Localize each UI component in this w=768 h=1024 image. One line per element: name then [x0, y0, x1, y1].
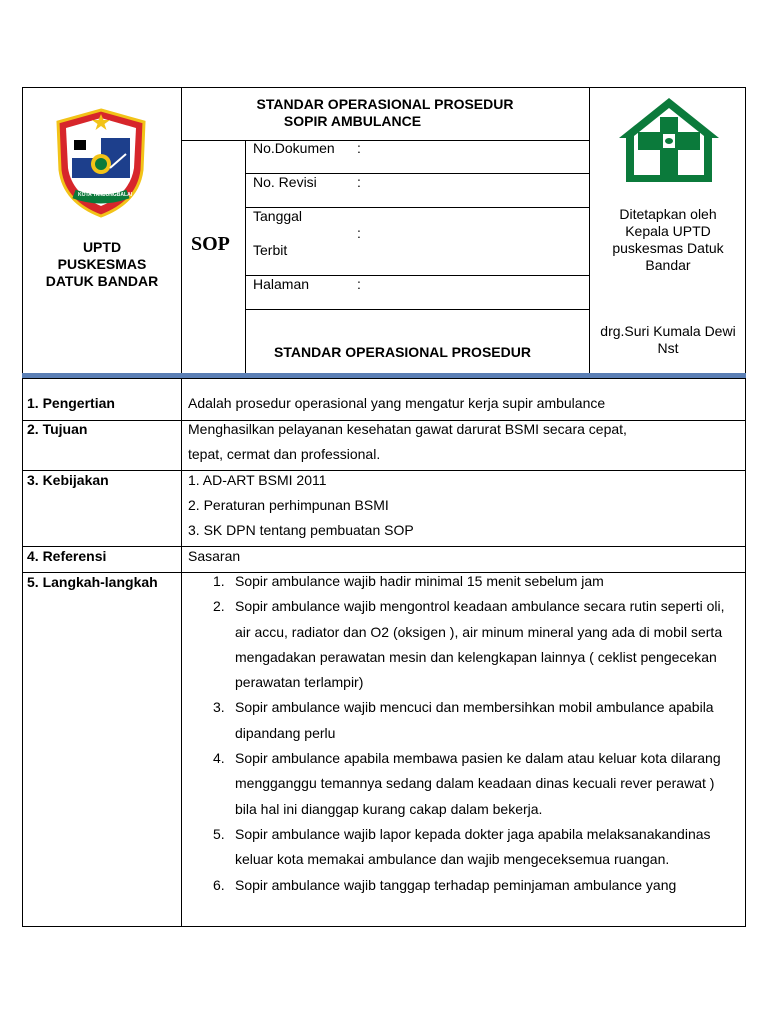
label-tujuan: 2. Tujuan: [27, 421, 88, 437]
kebijakan-line-1: 1. AD-ART BSMI 2011: [188, 472, 327, 488]
field-halaman: Halaman: [253, 276, 310, 292]
colon-tanggal-terbit: :: [357, 225, 361, 241]
ditetapkan-text: Ditetapkan oleh Kepala UPTD puskesmas Datuk Bandar: [612, 206, 724, 273]
header-bottom-line: [22, 378, 746, 379]
colon-no-dokumen: :: [357, 140, 361, 156]
content-border-left: [22, 379, 23, 927]
list-item: 1. Sopir ambulance wajib hadir minimal 15 menit sebelum jam: [213, 573, 604, 589]
content-row-3: [22, 546, 746, 547]
header-divider-sop: [245, 140, 246, 377]
colon-halaman: :: [357, 276, 361, 292]
label-langkah: 5. Langkah-langkah: [27, 574, 158, 590]
content-border-bottom: [22, 926, 746, 927]
signatory: drg.Suri Kumala Dewi Nst: [600, 323, 736, 356]
list-item: 3. Sopir ambulance wajib mencuci dan membersihkan mobil ambulance apabila dipandang perlu: [213, 699, 714, 741]
list-item: 4. Sopir ambulance apabila membawa pasien ke dalam atau keluar kota dilarang mengganggu temannya sedang dalam keadaan dinas kecuali rever perawat ) bila hal ini dianggap kurang cakap dalam bekerja.: [213, 750, 721, 817]
field-no-revisi: No. Revisi: [253, 174, 317, 190]
kebijakan-line-2: 2. Peraturan perhimpunan BSMI: [188, 497, 389, 513]
pengertian-text: Adalah prosedur operasional yang mengatur kerja supir ambulance: [188, 395, 606, 411]
field-no-dokumen: No.Dokumen: [253, 140, 335, 156]
title-line-1: STANDAR OPERASIONAL PROSEDUR: [256, 96, 514, 112]
header-divider-right: [589, 87, 590, 377]
header-border-right: [745, 87, 746, 377]
content-divider: [181, 379, 182, 927]
content-border-right: [745, 379, 746, 927]
content-row-2: [22, 470, 746, 471]
label-kebijakan: 3. Kebijakan: [27, 472, 109, 488]
label-referensi: 4. Referensi: [27, 548, 107, 564]
sop-label: SOP: [191, 233, 230, 255]
puskesmas-logo: [616, 95, 722, 185]
header-divider-logo: [181, 87, 182, 377]
header-border-left: [22, 87, 23, 377]
colon-no-revisi: :: [357, 174, 361, 190]
org-name: UPTD PUSKESMAS DATUK BANDAR: [45, 239, 159, 289]
kebijakan-line-3: 3. SK DPN tentang pembuatan SOP: [188, 522, 414, 538]
logo-caption: KOTA TANJUNGBALAI: [78, 192, 133, 198]
title-line-2: SOPIR AMBULANCE: [283, 113, 422, 129]
list-item: 6. Sopir ambulance wajib tanggap terhadap peminjaman ambulance yang: [213, 876, 677, 893]
field-tanggal: Tanggal: [253, 208, 303, 224]
tujuan-line-1: Menghasilkan pelayanan kesehatan gawat darurat BSMI secara cepat,: [188, 421, 627, 437]
footer-title: STANDAR OPERASIONAL PROSEDUR: [274, 344, 531, 360]
steps-list: [213, 569, 733, 898]
referensi-text: Sasaran: [188, 548, 241, 564]
tujuan-line-2: tepat, cermat dan professional.: [188, 446, 381, 462]
list-item: 2. Sopir ambulance wajib mengontrol keadaan ambulance secara rutin seperti oli, air accu, radiator dan O2 (oksigen ), air minum mineral yang ada di mobil serta mengadakan perawatan mesin dan kelengkapan lainnya ( ceklist pengecekan perawatan terlampir): [213, 598, 725, 691]
list-item: 5. Sopir ambulance wajib lapor kepada dokter jaga apabila melaksanakandinas keluar kota memakai ambulance dan wajib mengeceksemua ruangan.: [213, 825, 711, 868]
label-pengertian: 1. Pengertian: [27, 395, 115, 411]
header-row-4: [245, 309, 589, 310]
city-emblem: [52, 106, 150, 218]
header-border-top: [22, 87, 746, 88]
field-terbit: Terbit: [253, 242, 288, 258]
header-row-title: [181, 140, 589, 141]
